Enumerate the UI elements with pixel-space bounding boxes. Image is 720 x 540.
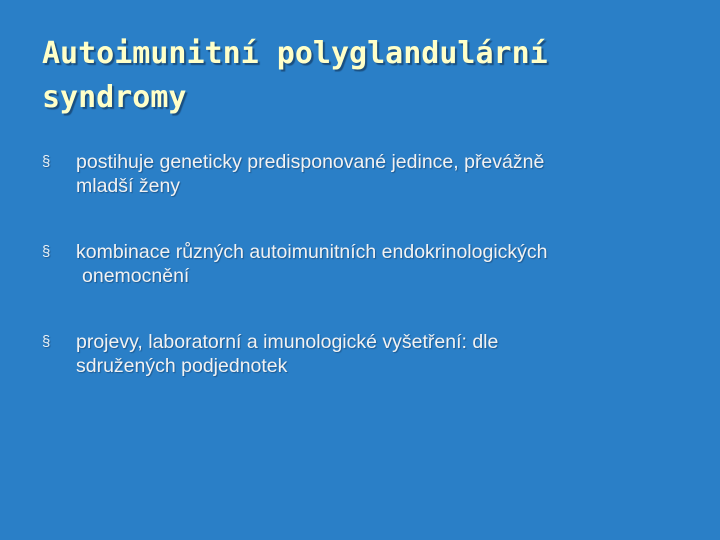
bullet-item-1 xyxy=(42,150,682,198)
slide-title-line-1: Autoimunitní polyglandulární xyxy=(42,36,548,71)
bullet-2-line-2: onemocnění xyxy=(82,265,190,287)
bullet-marker-icon: § xyxy=(42,153,51,170)
bullet-3-line-2: sdružených podjednotek xyxy=(76,355,288,377)
bullet-item-2 xyxy=(42,240,682,288)
slide-title-line-2: syndromy xyxy=(42,80,187,115)
bullet-item-3 xyxy=(42,330,682,378)
bullet-1-line-1: postihuje geneticky predisponované jedince, převážně xyxy=(76,151,545,173)
slide-title xyxy=(42,32,682,120)
bullet-2-line-1: kombinace různých autoimunitních endokrinologických xyxy=(76,241,548,263)
bullet-list xyxy=(42,150,682,420)
bullet-marker-icon: § xyxy=(42,333,51,350)
bullet-marker-icon: § xyxy=(42,243,51,260)
bullet-1-line-2: mladší ženy xyxy=(76,175,181,197)
bullet-3-line-1: projevy, laboratorní a imunologické vyšetření: dle xyxy=(76,331,499,353)
